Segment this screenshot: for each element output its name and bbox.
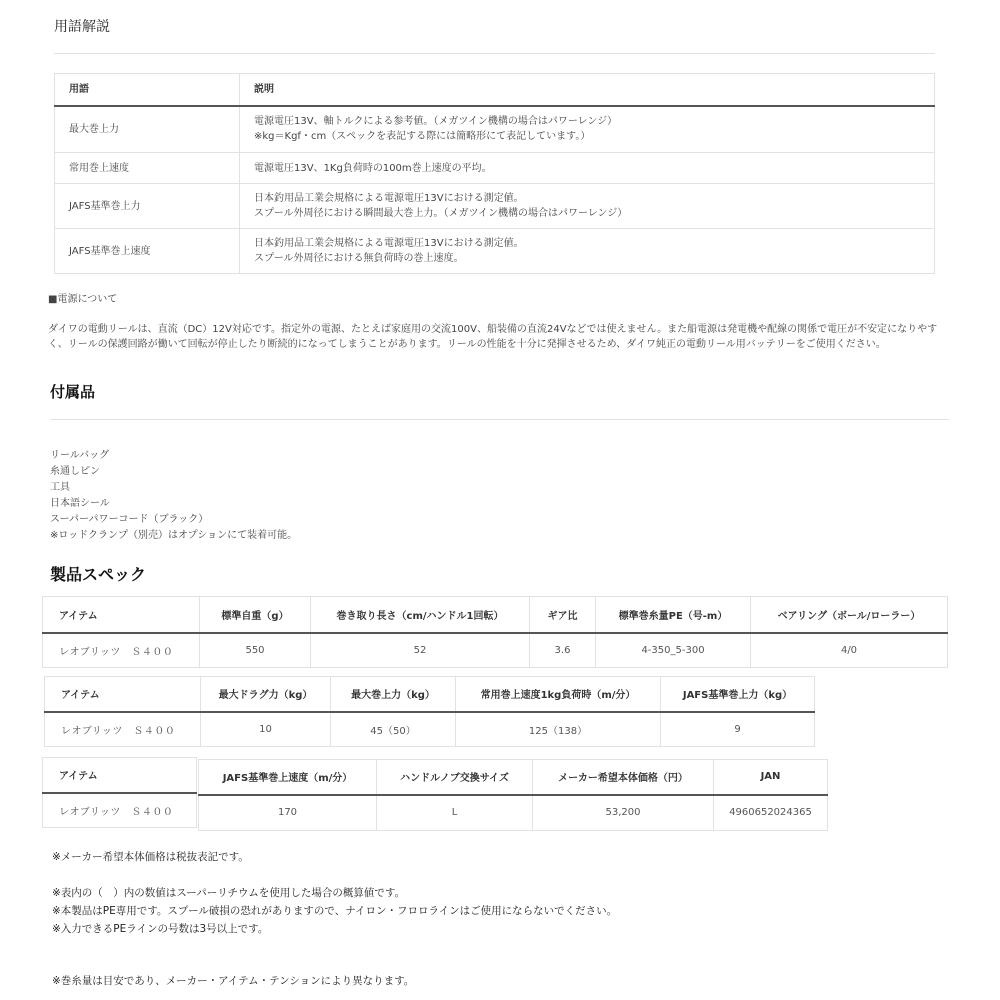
- power-heading: ■電源について: [48, 294, 118, 305]
- spec3-header: アイテム: [43, 758, 197, 793]
- glossary-header-desc: 説明: [240, 74, 935, 106]
- spec2-cell-item: レオブリッツ Ｓ４００: [45, 712, 201, 747]
- accessories-title: 付属品: [50, 383, 96, 401]
- glossary-desc-line: 日本釣用品工業会規格による電源電圧13Vにおける測定値。: [254, 238, 524, 249]
- note-lithium: ※表内の（ ）内の数値はスーパーリチウムを使用した場合の概算値です。: [52, 887, 406, 899]
- spec3-header: JAFS基準巻上速度（m/分）: [199, 760, 377, 795]
- glossary-desc: [240, 153, 935, 184]
- spec2-header: 常用巻上速度1kg負荷時（m/分）: [456, 677, 661, 712]
- spec1-header: アイテム: [43, 597, 200, 633]
- spec2-header: JAFS基準巻上力（kg）: [661, 677, 815, 712]
- spec1-header: 標準自重（g）: [200, 597, 311, 633]
- spec1-header: ベアリング（ボール/ローラー）: [751, 597, 948, 633]
- spec1-cell-item: レオブリッツ Ｓ４００: [43, 633, 200, 668]
- spec3-header: メーカー希望本体価格（円）: [533, 760, 714, 795]
- spec-table-1: [42, 596, 948, 668]
- glossary-term: 最大巻上力: [55, 106, 240, 153]
- spec2-cell: 125（138）: [456, 712, 661, 747]
- spec3-cell: 53,200: [533, 795, 714, 831]
- spec1-cell: 4/0: [751, 633, 948, 668]
- spec2-header: 最大ドラグ力（kg）: [201, 677, 331, 712]
- specs-title: 製品スペック: [50, 565, 147, 584]
- spec3-cell-item: レオブリッツ Ｓ４００: [43, 793, 197, 828]
- glossary-desc: [240, 184, 935, 229]
- glossary-desc-line: スプール外周径における瞬間最大巻上力。（メガツイン機構の場合はパワーレンジ）: [254, 208, 628, 219]
- power-text: ダイワの電動リールは、直流（DC）12V対応です。指定外の電源、たとえば家庭用の交流100V、船装備の直流24Vなどでは使えません。また船電源は発電機や配線の関係で電圧が不安定になりやすく、リールの保護回路が働いて回転が停止したり断続的になってしまうことがあります。リールの性能を十分に発揮させるため、ダイワ純正の電動リール用バッテリーをご使用ください。: [48, 324, 938, 350]
- note-price: ※メーカー希望本体価格は税抜表記です。: [52, 851, 249, 863]
- spec1-cell: 4-350_5-300: [596, 633, 751, 668]
- spec2-header: 最大巻上力（kg）: [331, 677, 456, 712]
- glossary-table: [54, 73, 935, 274]
- glossary-desc-line: 日本釣用品工業会規格による電源電圧13Vにおける測定値。: [254, 193, 524, 204]
- accessory-item: 工具: [50, 482, 70, 493]
- glossary-title: 用語解説: [54, 19, 110, 35]
- glossary-header-term: 用語: [55, 74, 240, 106]
- note-capacity: ※巻糸量は目安であり、メーカー・アイテム・テンションにより異なります。: [52, 975, 415, 987]
- note-pe-only: ※本製品はPE専用です。スプール破損の恐れがありますので、ナイロン・フロロラインはご使用にならないでください。: [52, 905, 618, 917]
- spec-table-3-item: [42, 757, 197, 828]
- accessory-item: スーパーパワーコード（ブラック）: [50, 514, 209, 525]
- spec1-cell: 550: [200, 633, 311, 668]
- spec3-header: JAN: [714, 760, 828, 795]
- spec2-cell: 45（50）: [331, 712, 456, 747]
- accessories-divider: [50, 419, 949, 420]
- glossary-desc-line: ※kg＝Kgf・cm（スペックを表記する際には簡略形にて表記しています。）: [254, 131, 591, 143]
- glossary-term: JAFS基準巻上速度: [55, 229, 240, 274]
- accessory-note: ※ロッドクランプ（別売）はオプションにて装着可能。: [50, 530, 298, 541]
- glossary-desc: [240, 229, 935, 274]
- accessories-list: [50, 448, 297, 544]
- glossary-term: 常用巻上速度: [55, 153, 240, 184]
- spec3-cell: 4960652024365: [714, 795, 828, 831]
- spec2-header: アイテム: [45, 677, 201, 712]
- spec1-header: ギア比: [530, 597, 596, 633]
- accessory-item: 日本語シール: [50, 498, 110, 509]
- spec-table-3: [198, 759, 828, 831]
- glossary-desc-line: 電源電圧13V、軸トルクによる参考値。（メガツイン機構の場合はパワーレンジ）: [254, 116, 618, 128]
- spec3-header: ハンドルノブ交換サイズ: [377, 760, 533, 795]
- note-pe-size: ※入力できるPEラインの号数は3号以上です。: [52, 923, 269, 935]
- spec3-cell: 170: [199, 795, 377, 831]
- spec-table-2: [44, 676, 815, 747]
- spec1-header: 巻き取り長さ（cm/ハンドル1回転）: [311, 597, 530, 633]
- spec2-cell: 10: [201, 712, 331, 747]
- accessory-item: リールバッグ: [50, 450, 110, 461]
- spec1-cell: 3.6: [530, 633, 596, 668]
- glossary-desc: [240, 106, 935, 153]
- glossary-desc-line: スプール外周径における無負荷時の巻上速度。: [254, 253, 464, 264]
- spec1-cell: 52: [311, 633, 530, 668]
- spec1-header: 標準巻糸量PE（号-m）: [596, 597, 751, 633]
- glossary-term: JAFS基準巻上力: [55, 184, 240, 229]
- spec2-cell: 9: [661, 712, 815, 747]
- accessory-item: 糸通しピン: [50, 466, 100, 477]
- glossary-desc-line: 電源電圧13V、1Kg負荷時の100m巻上速度の平均。: [254, 162, 492, 174]
- spec3-cell: L: [377, 795, 533, 831]
- glossary-divider: [54, 53, 935, 54]
